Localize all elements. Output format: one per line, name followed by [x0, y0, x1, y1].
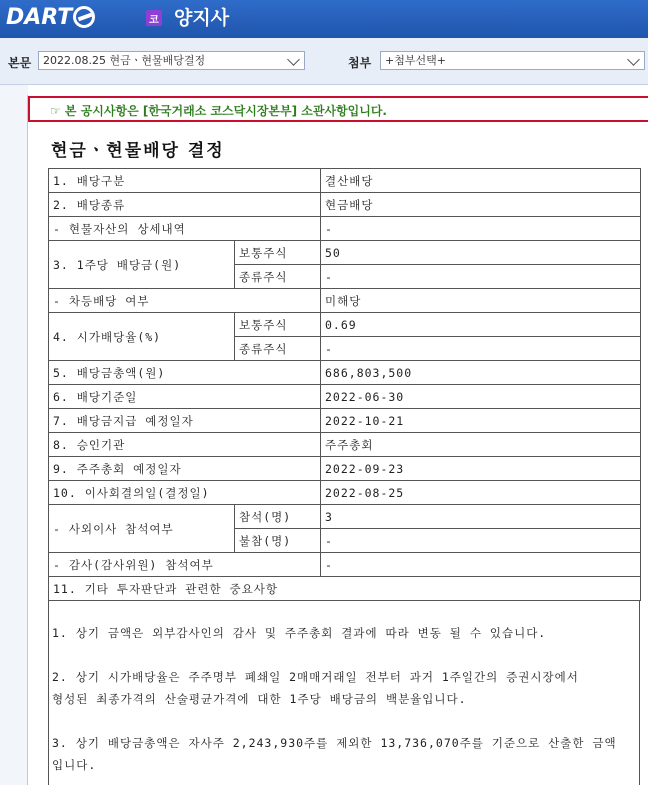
page-title: 현금ㆍ현물배당 결정 — [51, 141, 225, 161]
disclosure-table — [48, 168, 641, 601]
row-label: 8. 승인기관 — [49, 433, 321, 457]
table-row — [49, 361, 641, 385]
row-value: 2022-10-21 — [321, 409, 641, 433]
row-label: 7. 배당금지급 예정일자 — [49, 409, 321, 433]
row-value: - — [321, 553, 641, 577]
row-value: 50 — [321, 241, 641, 265]
table-row — [49, 505, 641, 529]
important-notes — [48, 600, 640, 785]
table-row — [49, 577, 641, 601]
row-value: 0.69 — [321, 313, 641, 337]
table-row — [49, 385, 641, 409]
app-header — [0, 0, 648, 38]
row-value: 미해당 — [321, 289, 641, 313]
row-sublabel: 참석(명) — [235, 505, 321, 529]
table-row — [49, 457, 641, 481]
row-label: - 감사(감사위원) 참석여부 — [49, 553, 321, 577]
row-sublabel: 불참(명) — [235, 529, 321, 553]
note-line: 입니다. — [52, 758, 97, 772]
row-value: 현금배당 — [321, 193, 641, 217]
row-value: - — [321, 217, 641, 241]
row-label: - 사외이사 참석여부 — [49, 505, 235, 553]
document-toolbar — [0, 38, 648, 85]
table-row — [49, 241, 641, 265]
table-row — [49, 313, 641, 337]
row-label: - 현물자산의 상세내역 — [49, 217, 321, 241]
main-doc-select[interactable] — [38, 51, 305, 70]
main-doc-selected: 2022.08.25 현금ㆍ현물배당결정 — [43, 54, 206, 67]
logo-swoosh-icon — [73, 6, 95, 28]
row-value: - — [321, 265, 641, 289]
table-row — [49, 553, 641, 577]
row-sublabel: 보통주식 — [235, 313, 321, 337]
row-value: - — [321, 337, 641, 361]
row-value: 2022-09-23 — [321, 457, 641, 481]
table-row — [49, 217, 641, 241]
jurisdiction-notice — [28, 96, 648, 122]
company-title — [146, 6, 229, 30]
row-label: 6. 배당기준일 — [49, 385, 321, 409]
row-value: - — [321, 529, 641, 553]
note-line: 2. 상기 시가배당율은 주주명부 폐쇄일 2매매거래일 전부터 과거 1주일간의 증권시장에서 — [52, 670, 579, 684]
table-row — [49, 193, 641, 217]
table-row — [49, 481, 641, 505]
row-value: 3 — [321, 505, 641, 529]
chevron-down-icon — [627, 53, 640, 66]
attachment-label: 첨부 — [348, 56, 372, 70]
note-line: 3. 상기 배당금총액은 자사주 2,243,930주를 제외한 13,736,070주를 기준으로 산출한 금액 — [52, 736, 617, 750]
table-row — [49, 169, 641, 193]
viewer-divider — [27, 95, 28, 785]
row-value: 결산배당 — [321, 169, 641, 193]
chevron-down-icon — [287, 53, 300, 66]
row-label: 10. 이사회결의일(결정일) — [49, 481, 321, 505]
attachment-select[interactable] — [380, 51, 645, 70]
attachment-selected: +첨부선택+ — [385, 54, 446, 67]
note-line: 형성된 최종가격의 산술평균가격에 대한 1주당 배당금의 백분율입니다. — [52, 692, 467, 706]
row-sublabel: 종류주식 — [235, 265, 321, 289]
logo-text: DART — [6, 4, 73, 30]
row-value: 주주총회 — [321, 433, 641, 457]
row-value: 2022-08-25 — [321, 481, 641, 505]
table-row — [49, 433, 641, 457]
row-label: 4. 시가배당율(%) — [49, 313, 235, 361]
row-label: - 차등배당 여부 — [49, 289, 321, 313]
notice-text: ☞ 본 공시사항은 [한국거래소 코스닥시장본부] 소관사항입니다. — [50, 104, 387, 118]
row-sublabel: 보통주식 — [235, 241, 321, 265]
row-label: 5. 배당금총액(원) — [49, 361, 321, 385]
table-row — [49, 289, 641, 313]
row-label: 3. 1주당 배당금(원) — [49, 241, 235, 289]
row-sublabel: 종류주식 — [235, 337, 321, 361]
row-value: 2022-06-30 — [321, 385, 641, 409]
note-line: 1. 상기 금액은 외부감사인의 감사 및 주주총회 결과에 따라 변동 될 수 있습니다. — [52, 626, 547, 640]
dart-logo[interactable] — [6, 4, 95, 30]
company-name: 양지사 — [174, 7, 230, 29]
row-label: 11. 기타 투자판단과 관련한 중요사항 — [49, 577, 641, 601]
viewer-margin — [0, 85, 28, 785]
row-value: 686,803,500 — [321, 361, 641, 385]
row-label: 2. 배당종류 — [49, 193, 321, 217]
table-row — [49, 409, 641, 433]
main-doc-label: 본문 — [8, 56, 32, 70]
kosdaq-badge-icon: 코 — [146, 10, 162, 26]
row-label: 9. 주주총회 예정일자 — [49, 457, 321, 481]
row-label: 1. 배당구분 — [49, 169, 321, 193]
